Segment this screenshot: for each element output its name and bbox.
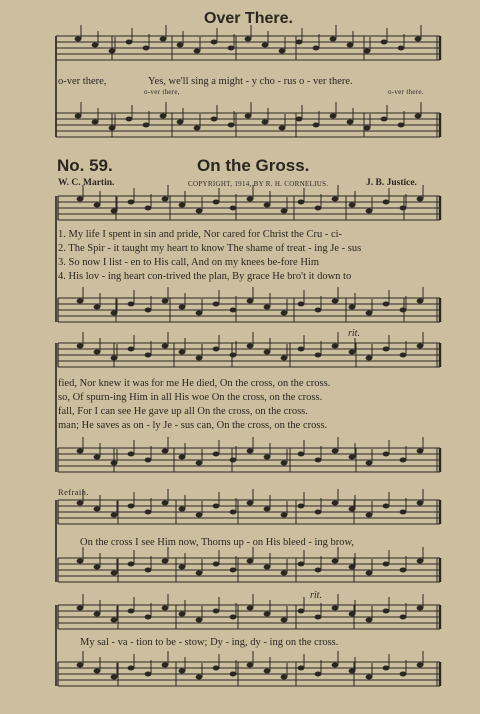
notehead <box>298 452 305 457</box>
notehead <box>349 612 356 617</box>
notehead <box>128 609 135 614</box>
notehead <box>111 618 118 623</box>
notehead <box>213 200 220 205</box>
notehead <box>349 350 356 355</box>
notehead <box>383 562 390 567</box>
notehead <box>400 353 407 358</box>
notehead <box>366 311 373 316</box>
notehead <box>77 663 84 668</box>
notehead <box>245 37 252 42</box>
notehead <box>366 618 373 623</box>
notehead <box>128 666 135 671</box>
notehead <box>211 117 218 122</box>
notehead <box>111 675 118 680</box>
verse-4-line-2: man; He saves as on - ly Je - sus can, On the cross, on the cross. <box>58 420 328 431</box>
notehead <box>196 311 203 316</box>
notehead <box>77 197 84 202</box>
notehead <box>128 452 135 457</box>
notehead <box>145 206 152 211</box>
notehead <box>179 565 186 570</box>
prev-hymn-title: Over There. <box>204 10 293 27</box>
notehead <box>77 501 84 506</box>
notehead <box>417 606 424 611</box>
notehead <box>415 37 422 42</box>
notehead <box>262 43 269 48</box>
notehead <box>400 458 407 463</box>
notehead <box>332 559 339 564</box>
notehead <box>298 609 305 614</box>
notehead <box>179 507 186 512</box>
notehead <box>162 197 169 202</box>
notehead <box>228 123 235 128</box>
notehead <box>400 308 407 313</box>
notehead <box>177 120 184 125</box>
verse-2-line-2: so, Of spurn-ing Him in all His woe On the cross, on the cross. <box>58 392 323 403</box>
notehead <box>264 203 271 208</box>
notehead <box>94 350 101 355</box>
notehead <box>366 675 373 680</box>
notehead <box>281 356 288 361</box>
notehead <box>247 559 254 564</box>
notehead <box>281 675 288 680</box>
notehead <box>247 197 254 202</box>
notehead <box>315 672 322 677</box>
notehead <box>196 675 203 680</box>
notehead <box>162 299 169 304</box>
notehead <box>230 308 237 313</box>
notehead <box>281 209 288 214</box>
notehead <box>364 126 371 131</box>
notehead <box>383 347 390 352</box>
notehead <box>417 559 424 564</box>
notehead <box>315 308 322 313</box>
notehead <box>111 461 118 466</box>
refrain-label: Refrain. <box>58 487 89 497</box>
notehead <box>111 356 118 361</box>
notehead <box>213 562 220 567</box>
notehead <box>347 43 354 48</box>
notehead <box>247 344 254 349</box>
verse-1-line-1: 1. My life I spent in sin and pride, Nor cared for Christ the Cru - ci- <box>58 229 343 240</box>
notehead <box>366 209 373 214</box>
notehead <box>381 117 388 122</box>
notehead <box>315 458 322 463</box>
notehead <box>398 46 405 51</box>
notehead <box>94 565 101 570</box>
notehead <box>196 571 203 576</box>
notehead <box>315 615 322 620</box>
notehead <box>179 669 186 674</box>
notehead <box>315 353 322 358</box>
notehead <box>313 123 320 128</box>
notehead <box>196 461 203 466</box>
refrain-line-1: On the cross I see Him now, Thorns up - on His bleed - ing brow, <box>80 537 355 548</box>
verse-3-line-1: 3. So now I list - en to His call, And on my knees be-fore Him <box>58 257 320 268</box>
notehead <box>281 461 288 466</box>
notehead <box>281 571 288 576</box>
hymn-number: No. 59. <box>57 156 113 175</box>
notehead <box>230 615 237 620</box>
notehead <box>162 559 169 564</box>
notehead <box>264 350 271 355</box>
notehead <box>179 612 186 617</box>
notehead <box>94 305 101 310</box>
notehead <box>417 197 424 202</box>
notehead <box>383 452 390 457</box>
notehead <box>349 455 356 460</box>
rit-mark-2: rit. <box>310 590 322 601</box>
notehead <box>77 559 84 564</box>
notehead <box>247 299 254 304</box>
notehead <box>298 302 305 307</box>
notehead <box>213 347 220 352</box>
notehead <box>279 126 286 131</box>
notehead <box>296 117 303 122</box>
notehead <box>211 40 218 45</box>
notehead <box>383 666 390 671</box>
notehead <box>400 672 407 677</box>
notehead <box>179 203 186 208</box>
notehead <box>128 200 135 205</box>
notehead <box>94 203 101 208</box>
notehead <box>298 666 305 671</box>
notehead <box>94 455 101 460</box>
notehead <box>77 449 84 454</box>
notehead <box>366 461 373 466</box>
notehead <box>145 568 152 573</box>
notehead <box>315 206 322 211</box>
notehead <box>332 663 339 668</box>
notehead <box>298 562 305 567</box>
notehead <box>145 458 152 463</box>
notehead <box>264 305 271 310</box>
hymn-copyright: COPYRIGHT, 1914, BY R. H. CORNELIUS. <box>188 180 329 188</box>
notehead <box>264 507 271 512</box>
notehead <box>398 123 405 128</box>
notehead <box>400 615 407 620</box>
notehead <box>381 40 388 45</box>
notehead <box>128 562 135 567</box>
verse-2-line-1: 2. The Spir - it taught my heart to know The shame of treat - ing Je - sus <box>58 243 362 254</box>
notehead <box>400 206 407 211</box>
notehead <box>330 114 337 119</box>
notehead <box>349 565 356 570</box>
notehead <box>162 663 169 668</box>
notehead <box>145 672 152 677</box>
notehead <box>145 353 152 358</box>
notehead <box>126 117 133 122</box>
notehead <box>230 353 237 358</box>
notehead <box>228 46 235 51</box>
notehead <box>332 197 339 202</box>
notehead <box>264 669 271 674</box>
notehead <box>298 200 305 205</box>
notehead <box>347 120 354 125</box>
notehead <box>128 347 135 352</box>
notehead <box>128 302 135 307</box>
notehead <box>111 571 118 576</box>
notehead <box>383 609 390 614</box>
notehead <box>349 669 356 674</box>
notehead <box>109 126 116 131</box>
notehead <box>417 344 424 349</box>
hymn-title: On the Gross. <box>197 156 310 175</box>
notehead <box>281 513 288 518</box>
notehead <box>415 114 422 119</box>
notehead <box>349 305 356 310</box>
notehead <box>194 49 201 54</box>
notehead <box>145 510 152 515</box>
notehead <box>143 46 150 51</box>
notehead <box>247 449 254 454</box>
notehead <box>75 114 82 119</box>
notehead <box>264 455 271 460</box>
notehead <box>162 606 169 611</box>
notehead <box>196 618 203 623</box>
notehead <box>264 612 271 617</box>
notehead <box>213 609 220 614</box>
notehead <box>213 504 220 509</box>
notehead <box>315 510 322 515</box>
prev-lyric-a: o-ver there, <box>58 76 107 87</box>
verse-3-line-2: fall, For I can see He gave up all On the cross, on the cross. <box>58 406 308 417</box>
prev-small-right: o-ver there. <box>388 88 424 96</box>
notehead <box>196 209 203 214</box>
notehead <box>296 40 303 45</box>
notehead <box>247 606 254 611</box>
notehead <box>179 350 186 355</box>
notehead <box>247 501 254 506</box>
notehead <box>417 299 424 304</box>
notehead <box>77 344 84 349</box>
notehead <box>128 504 135 509</box>
notehead <box>349 203 356 208</box>
refrain-line-2: My sal - va - tion to be - stow; Dy - ing, dy - ing on the cross. <box>80 637 339 648</box>
notehead <box>194 126 201 131</box>
prev-small-left: o-ver there, <box>144 88 180 96</box>
hymn-composer: J. B. Justice. <box>366 178 417 188</box>
notehead <box>196 513 203 518</box>
notehead <box>417 663 424 668</box>
prev-lyric-b: Yes, we'll sing a might - y cho - rus o - ver there. <box>148 76 353 87</box>
notehead <box>383 200 390 205</box>
notehead <box>94 612 101 617</box>
notehead <box>230 458 237 463</box>
notehead <box>160 114 167 119</box>
notehead <box>94 669 101 674</box>
notehead <box>77 299 84 304</box>
notehead <box>349 507 356 512</box>
rit-mark-1: rit. <box>348 328 360 339</box>
notehead <box>109 49 116 54</box>
notehead <box>332 299 339 304</box>
notehead <box>332 344 339 349</box>
notehead <box>364 49 371 54</box>
notehead <box>264 565 271 570</box>
verse-4-line-1: 4. His lov - ing heart con-trived the plan, By grace He bro't it down to <box>58 271 352 282</box>
notehead <box>145 308 152 313</box>
notehead <box>126 40 133 45</box>
notehead <box>111 513 118 518</box>
notehead <box>92 120 99 125</box>
notehead <box>145 615 152 620</box>
notehead <box>94 507 101 512</box>
notehead <box>298 347 305 352</box>
notehead <box>400 510 407 515</box>
verse-1-line-2: fied, Nor knew it was for me He died, On the cross, on the cross. <box>58 378 331 389</box>
notehead <box>111 311 118 316</box>
notehead <box>77 606 84 611</box>
notehead <box>332 606 339 611</box>
notehead <box>162 449 169 454</box>
notehead <box>330 37 337 42</box>
hymn-author: W. C. Martin. <box>58 178 115 188</box>
notehead <box>179 305 186 310</box>
notehead <box>279 49 286 54</box>
notehead <box>315 568 322 573</box>
notehead <box>417 501 424 506</box>
notehead <box>111 209 118 214</box>
notehead <box>383 504 390 509</box>
notehead <box>332 501 339 506</box>
notehead <box>245 114 252 119</box>
notehead <box>92 43 99 48</box>
notehead <box>383 302 390 307</box>
notehead <box>366 356 373 361</box>
notehead <box>366 513 373 518</box>
notehead <box>196 356 203 361</box>
notehead <box>247 663 254 668</box>
notehead <box>179 455 186 460</box>
notehead <box>230 672 237 677</box>
notehead <box>230 206 237 211</box>
notehead <box>400 568 407 573</box>
notehead <box>213 452 220 457</box>
notehead <box>143 123 150 128</box>
notehead <box>366 571 373 576</box>
notehead <box>262 120 269 125</box>
notehead <box>281 618 288 623</box>
notehead <box>313 46 320 51</box>
notehead <box>332 449 339 454</box>
notehead <box>162 344 169 349</box>
notehead <box>298 504 305 509</box>
notehead <box>230 568 237 573</box>
notehead <box>160 37 167 42</box>
notehead <box>281 311 288 316</box>
notehead <box>213 666 220 671</box>
notehead <box>213 302 220 307</box>
notehead <box>162 501 169 506</box>
notehead <box>75 37 82 42</box>
notehead <box>417 449 424 454</box>
notehead <box>230 510 237 515</box>
notehead <box>177 43 184 48</box>
